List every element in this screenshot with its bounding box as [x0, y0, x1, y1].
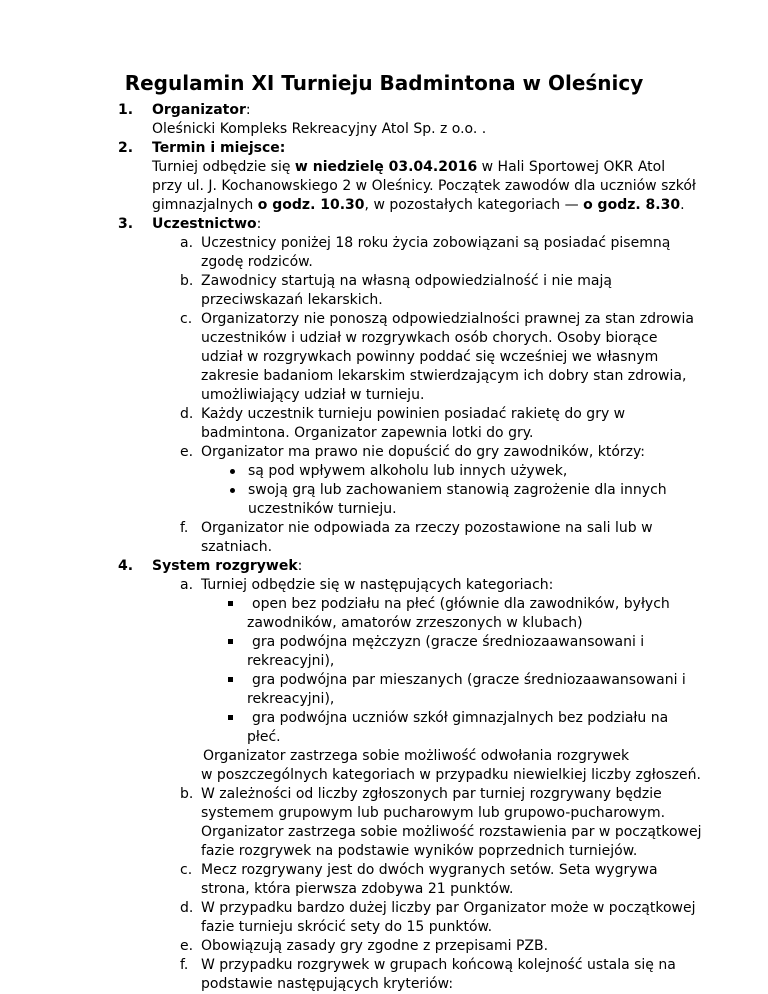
s4-d-line-1: W przypadku bardzo dużej liczby par Organizator może w początkowej [201, 900, 696, 916]
s4-a-note-line-1: Organizator zastrzega sobie możliwość odwołania rozgrywek [203, 748, 630, 764]
s3-f-line-2: szatniach. [201, 539, 273, 555]
item-letter: a. [180, 235, 194, 251]
s4-a-item-2-line-2: rekreacyjni), [247, 653, 335, 669]
bullet-square-icon [228, 601, 233, 606]
text-span: , w pozostałych kategoriach — [364, 197, 584, 213]
s4-f-line-2: podstawie następujących kryteriów: [201, 976, 454, 992]
section-3-heading: Uczestnictwo [152, 216, 257, 232]
section-1-line: Oleśnicki Kompleks Rekreacyjny Atol Sp. z o.o. . [152, 121, 487, 137]
item-letter: d. [180, 900, 194, 916]
s4-c-line-1: Mecz rozgrywany jest do dwóch wygranych setów. Seta wygrywa [201, 862, 658, 878]
s4-a-item-4-line-2: płeć. [247, 729, 281, 745]
section-3-heading-line [152, 215, 261, 233]
section-1-heading: Organizator [152, 102, 246, 118]
time-emphasis: o godz. 8.30 [583, 197, 681, 213]
section-1-heading-line [152, 101, 251, 119]
s3-d-line-1: Każdy uczestnik turnieju powinien posiadać rakietę do gry w [201, 406, 626, 422]
s3-c-line-5: umożliwiający udział w turnieju. [201, 387, 425, 403]
item-letter: e. [180, 938, 194, 954]
section-2-line-2: przy ul. J. Kochanowskiego 2 w Oleśnicy. Początek zawodów dla uczniów szkół [152, 178, 696, 194]
s4-a-item-1-line-2: zawodników, amatorów zrzeszonych w klubach) [247, 615, 583, 631]
s4-a-item-2-line-1: gra podwójna mężczyzn (gracze średniozaawansowani i [252, 634, 645, 650]
item-letter: c. [180, 311, 193, 327]
bullet-dot-icon [230, 469, 235, 474]
s3-d-line-2: badmintona. Organizator zapewnia lotki do gry. [201, 425, 534, 441]
text-span: gimnazjalnych [152, 197, 258, 213]
s3-c-line-2: uczestników i udział w rozgrywkach osób chorych. Osoby biorące [201, 330, 658, 346]
time-emphasis: o godz. 10.30 [257, 197, 365, 213]
bullet-dot-icon [230, 488, 235, 493]
item-letter: a. [180, 577, 194, 593]
s4-b-line-1: W zależności od liczby zgłoszonych par turniej rozgrywany będzie [201, 786, 662, 802]
bullet-square-icon [228, 639, 233, 644]
s3-c-line-4: zakresie badaniom lekarskim stwierdzającym ich dobry stan zdrowia, [201, 368, 687, 384]
section-1-colon: : [245, 102, 251, 118]
s3-a-line-1: Uczestnicy poniżej 18 roku życia zobowiązani są posiadać pisemną [201, 235, 671, 251]
s4-b-line-2: systemem grupowym lub pucharowym lub grupowo-pucharowym. [201, 805, 666, 821]
item-letter: d. [180, 406, 194, 422]
s3-e-bullet-1: są pod wpływem alkoholu lub innych używek, [248, 463, 568, 479]
item-letter: c. [180, 862, 193, 878]
section-4-colon: : [297, 558, 303, 574]
item-letter: f. [180, 957, 189, 973]
s4-a-item-3-line-1: gra podwójna par mieszanych (gracze średniozaawansowani i [252, 672, 686, 688]
text-span: . [680, 197, 685, 213]
s4-b-line-4: fazie rozgrywek na podstawie wyników poprzednich turniejów. [201, 843, 638, 859]
s3-e-line-1: Organizator ma prawo nie dopuścić do gry zawodników, którzy: [201, 444, 646, 460]
s4-b-line-3: Organizator zastrzega sobie możliwość rozstawienia par w początkowej [201, 824, 702, 840]
s3-f-line-1: Organizator nie odpowiada za rzeczy pozostawione na sali lub w [201, 520, 653, 536]
text-span: w Hali Sportowej OKR Atol [477, 159, 666, 175]
item-letter: b. [180, 786, 194, 802]
s3-c-line-3: udział w rozgrywkach powinny poddać się wcześniej we własnym [201, 349, 659, 365]
section-4-heading: System rozgrywek [152, 558, 298, 574]
bullet-square-icon [228, 677, 233, 682]
bullet-square-icon [228, 715, 233, 720]
s4-a-line-1: Turniej odbędzie się w następujących kategoriach: [201, 577, 554, 593]
section-2-heading: Termin i miejsce: [152, 140, 286, 156]
s3-c-line-1: Organizatorzy nie ponoszą odpowiedzialności prawnej za stan zdrowia [201, 311, 694, 327]
section-3-colon: : [256, 216, 262, 232]
section-1-number: 1. [118, 102, 134, 118]
s3-e-bullet-2-line-2: uczestników turnieju. [248, 501, 397, 517]
item-letter: f. [180, 520, 189, 536]
section-4-number: 4. [118, 558, 134, 574]
section-4-heading-line [152, 557, 302, 575]
section-2-line-3 [152, 196, 685, 214]
text-span: Turniej odbędzie się [152, 159, 295, 175]
s4-e-line-1: Obowiązują zasady gry zgodne z przepisami PZB. [201, 938, 549, 954]
document-title: Regulamin XI Turnieju Badmintona w Oleśnicy [124, 71, 644, 95]
s4-a-item-1-line-1: open bez podziału na płeć (głównie dla zawodników, byłych [252, 596, 670, 612]
s3-e-bullet-2-line-1: swoją grą lub zachowaniem stanowią zagrożenie dla innych [248, 482, 667, 498]
s4-d-line-2: fazie turnieju skrócić sety do 15 punktów. [201, 919, 493, 935]
s3-b-line-1: Zawodnicy startują na własną odpowiedzialność i nie mają [201, 273, 612, 289]
s4-c-line-2: strona, która pierwsza zdobywa 21 punktów. [201, 881, 514, 897]
section-2-line-1 [152, 158, 665, 176]
item-letter: e. [180, 444, 194, 460]
s4-a-note-line-2: w poszczególnych kategoriach w przypadku niewielkiej liczby zgłoszeń. [201, 767, 701, 783]
section-3-number: 3. [118, 216, 134, 232]
s4-f-line-1: W przypadku rozgrywek w grupach końcową kolejność ustala się na [201, 957, 676, 973]
s3-b-line-2: przeciwskazań lekarskich. [201, 292, 383, 308]
section-2-number: 2. [118, 140, 134, 156]
s4-a-item-4-line-1: gra podwójna uczniów szkół gimnazjalnych bez podziału na [252, 710, 669, 726]
item-letter: b. [180, 273, 194, 289]
s4-a-item-3-line-2: rekreacyjni), [247, 691, 335, 707]
s3-a-line-2: zgodę rodziców. [201, 254, 313, 270]
date-emphasis: w niedzielę 03.04.2016 [294, 159, 478, 175]
